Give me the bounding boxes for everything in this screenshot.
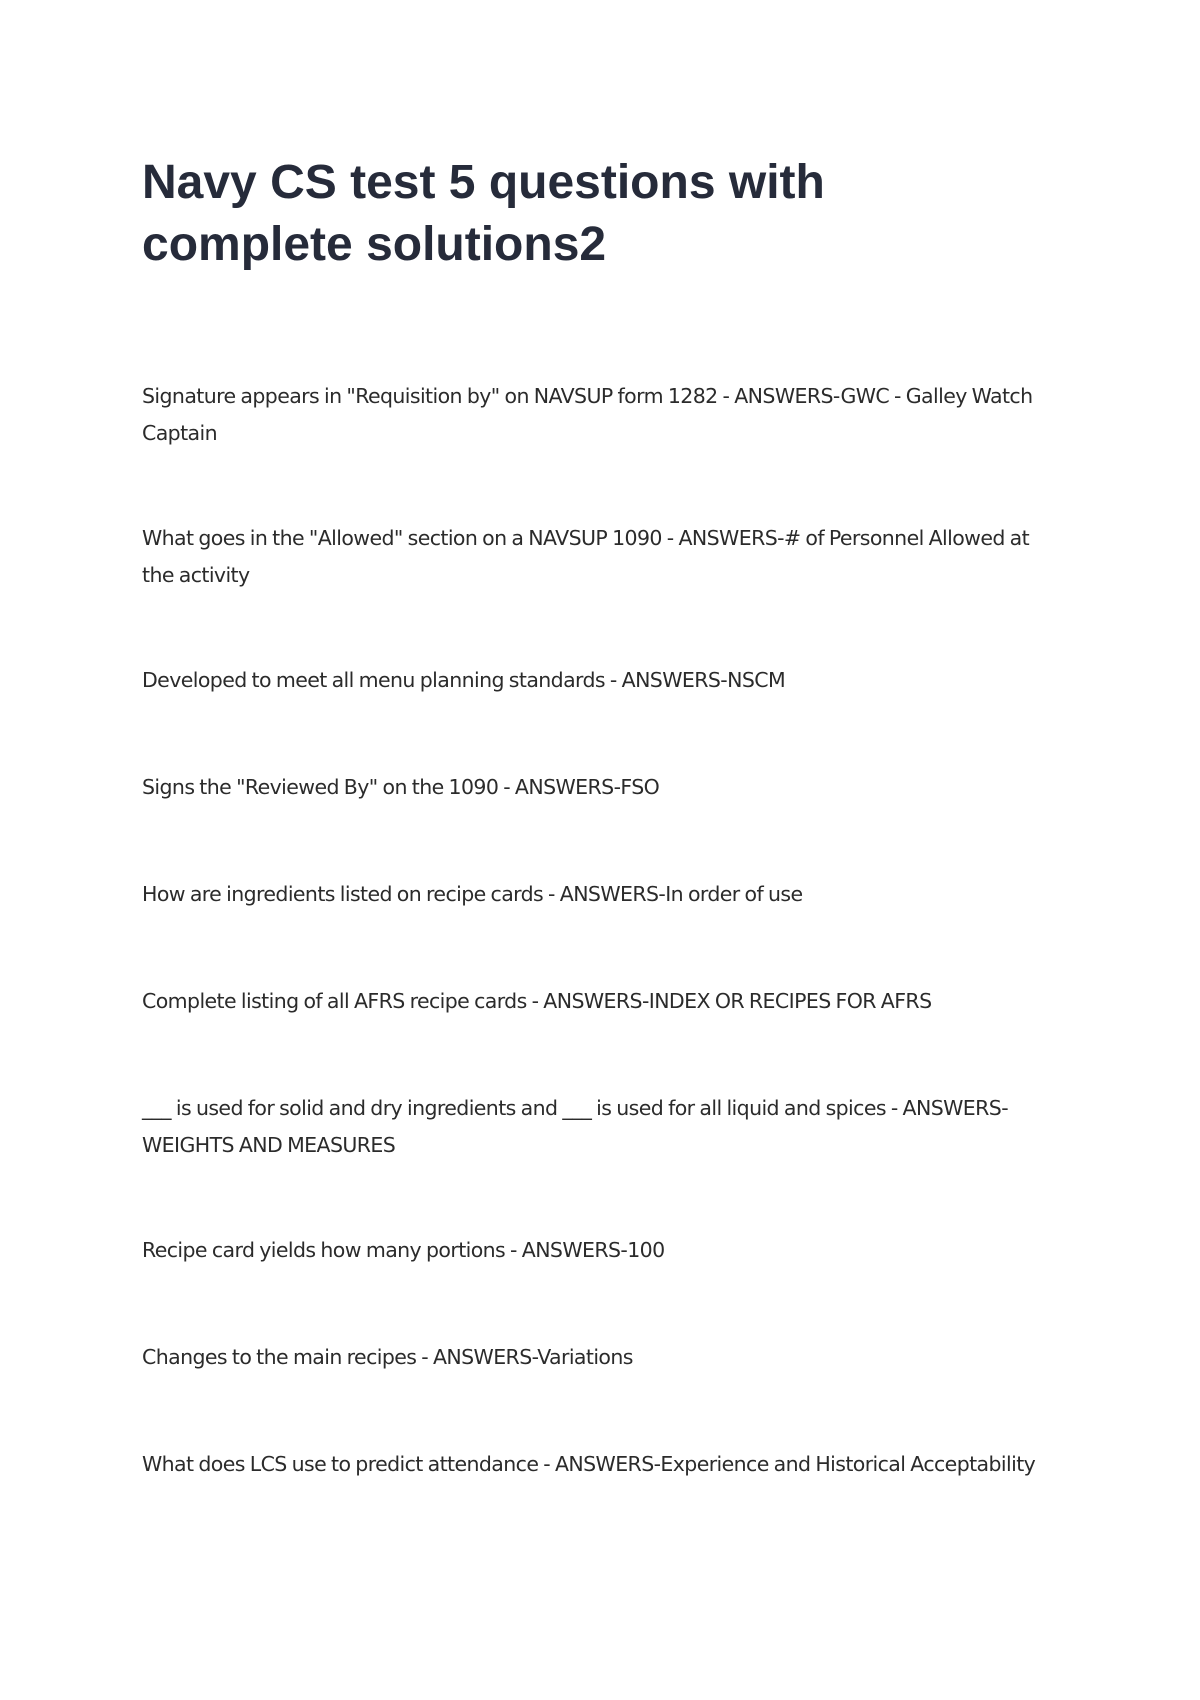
qa-item: How are ingredients listed on recipe cards - ANSWERS-In order of use [142,882,803,906]
qa-item: Developed to meet all menu planning standards - ANSWERS-NSCM [142,668,786,692]
qa-list [142,378,1042,1553]
qa-item: What does LCS use to predict attendance - ANSWERS-Experience and Historical Acceptability [142,1452,1036,1476]
qa-item: What goes in the "Allowed" section on a NAVSUP 1090 - ANSWERS-# of Personnel Allowed at the activity [142,526,1030,587]
qa-item: Changes to the main recipes - ANSWERS-Variations [142,1345,633,1369]
qa-item: ___ is used for solid and dry ingredients and ___ is used for all liquid and spices - ANSWERS-WEIGHTS AND MEASURES [142,1096,1008,1157]
qa-item: Signature appears in "Requisition by" on NAVSUP form 1282 - ANSWERS-GWC - Galley Watch Captain [142,384,1033,445]
document-title: Navy CS test 5 questions with complete solutions2 [142,156,825,271]
qa-item: Recipe card yields how many portions - ANSWERS-100 [142,1238,665,1262]
qa-item: Signs the "Reviewed By" on the 1090 - ANSWERS-FSO [142,775,660,799]
qa-item: Complete listing of all AFRS recipe cards - ANSWERS-INDEX OR RECIPES FOR AFRS [142,989,932,1013]
